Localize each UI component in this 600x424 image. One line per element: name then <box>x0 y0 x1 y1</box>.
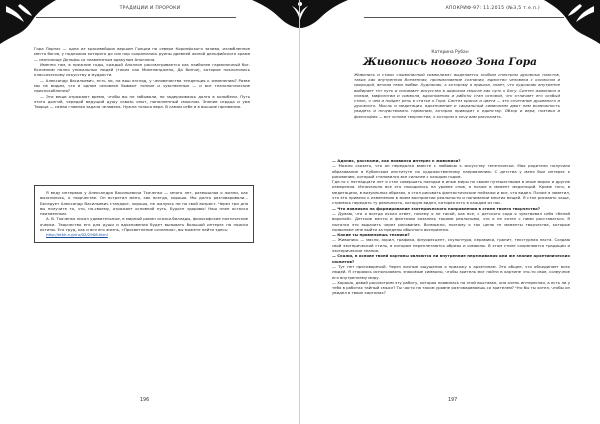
frame-paragraph: Я веду интервью у Александра Васильевича Ткаченко — много лет, размышляя о жизни, как выяснилось, о творчестве. Он встретил меня, как всегда, хорошо. Мы долго разговаривали... Беседует Александр Васильевич стандарт, хорошо, не жалуясь ни на свой возраст. Через три дня вы получите то, что, по-своему, отражает основной путь. Будьте здоровы! Наш план остался неизменным. <box>40 190 248 217</box>
left-paragraph: — Александр Васильевич, есть ли, на ваш взгляд, у человечества тенденция к изменению? Разве мы не видим, что в одном человеке бывают тонкие и чувственные — и все технологические приспособления? <box>34 77 250 94</box>
framed-note <box>34 185 254 243</box>
interview-answer: — Можно сказать, что он передался вместе с любовью к искусству генетически. Моя родители получили образование в Кубанском институте по художественному направлению. С детства у меня был интерес к рисованию, который становился все сильнее с каждым годом. <box>332 163 570 179</box>
article-title: Живопись нового Зона Гора <box>363 56 537 68</box>
frame-paragraph: А. В. Ткаченко писал удивительные, в мирный роман сказки-баллады, философские поэтические очерки. Творчество его для души и вдохновения будет вызывать большой интерес на поиски истины. Его труд, как и вся его жизнь, «Просветление сознания», вы можете найти здесь: <box>40 216 248 233</box>
article-author: Катерина Рубан <box>431 50 469 55</box>
left-paragraph: — Эти вещи отражают время, чтобы вы не забывали, но задерживаясь долго в колыбели. Путь этого долгий, чередой ведущий душу сквозь опыт, наполненный смыслом. Знание сердца и ума Творца — самая главная задача человека. Нужна только вера. В самом себе и в высшие призвания. <box>34 93 250 110</box>
left-paragraph: Гора Парнас — одна из красивейших вершин Греции на севере Коринфского залива, излюбленное место богов, у подножия которого до сих пор сохранились руины древней жилой дельфийского храма — святилище Дельфы со знаменитым оракулом Аполлона. <box>34 46 250 62</box>
interview-question: — Скажи, в основе твоей картины являются ли внутренние переживания или же знание архетипических сюжетов? <box>332 253 570 264</box>
interview-question: — Какие ты применяешь техники? <box>332 232 410 238</box>
interview-answer: — Живопись — масло, акрил, графика, флуоресцент, скульптура, керамика, гранит, текстурная паста. Создаю свой эзотерический стиль, в котором переплетаются образы и символы. В этом стиле сохраняются традиции и эзотерические знания. <box>332 237 570 254</box>
left-body-text <box>34 46 250 110</box>
header-rule-left <box>36 17 236 18</box>
page-number-left: 196 <box>140 398 150 403</box>
header-rule-right <box>364 17 564 18</box>
interview-answer: — Тут нет противоречий. Через личные ощущения я прихожу к архетипам. Это общее, что объединяет всех людей. Я стараюсь использовать знакомые символы, чтобы зритель мог найти в картине что-то свое, созвучное его внутреннему миру. <box>332 263 570 280</box>
interview-question: — Адонис, расскажи, как появился интерес к живописи? <box>332 158 461 163</box>
interview-question: — Что повлияло на формирование эзотерического направления в стиле твоего творчества? <box>332 205 540 211</box>
center-ornament-icon <box>252 0 348 28</box>
page-number-right: 197 <box>448 398 458 403</box>
left-paragraph: Именно там, в прежние годы, каждый Аполлон рассматривается как наиболее гармоничный бог. Вспомним полно уникальных людей (таких как Микеланджело, Да Винчи), которые поклонялись классическому искусству и мудрости. <box>34 61 250 78</box>
article-lead: Живопись и стихи «живописный символизм» выделяется особым спектром духовных пластов, таких как внутренняя Вселенная, проникновение сознания, единство человека с космосом и природой, вечная тема любви. Художник, к которому я пришла, знает, что художник внутренне выбирает тот путь и понимает искусство в широком смысле как путь к Богу. Синтез живописи и поэзии, мифологии и символа, вдохновения и работы стал основой, что отличает его особый стиль, о чем и пойдет речь в статье о Гора. Синтез красок и цвета — это сочетание душевного и духовного. Мысль и медитация, вдохновение и сакральный символизм дают нам возможность увидеть и почувствовать гармонию, которая приводит к единству. Обзор и вера, поэтика и философия — вот основа творчества, о котором я хочу вам рассказать. <box>354 72 560 119</box>
corner-ornament-right-icon <box>544 0 600 44</box>
right-body-text <box>332 158 570 296</box>
interview-answer: — Хорошо, давай рассмотрим эту работу, которая появилась на этой выставке, она очень интересная, а есть ли у тебя в работах тайный смысл? Ты часто на таком уровне разговариваешь со зрителем? Что бы ты хотел, чтобы он увидел в твоих картинах? <box>332 279 570 296</box>
running-head-left: ТРАДИЦИИ И ПРОРОКИ <box>119 6 181 11</box>
frame-link[interactable]: http://ktkh.ru/ziru/02/2908.html <box>46 232 108 238</box>
frame-link-line <box>40 232 248 237</box>
corner-ornament-left-icon <box>0 0 56 44</box>
interview-answer: — Думаю, что я всегда искал ответ, почему я не такой, как все, с детского сада я чувствовал себя «белой вороной». Детские мечты и фантазии казались такими реальными, что я не хотел с ними расставаться. Я пытался это выразить через рисование. Возможно, поэтому я так ценю те моменты творчества, которые позволяют мне выйти за пределы обычного восприятия. <box>332 210 570 232</box>
interview-answer: Где-то с пятнадцати лет я стал совершать поездки в иные миры по своим путешествиям в иные мирах и другие измерения. Изначально все это находилось на уровне снов, а позже в момент медитаций. Кроме того, в медитациях, в визуальных образах, я стал рисовать фантастические пейзажи и все, что видел. Позже я заметил, что это привело к изменению в моем восприятии реальности и понимании многих вещей. Я стал рисовать чаще, стремясь передать ту реальность, которую видел, которая есть в каждом из нас. <box>332 179 570 206</box>
running-head-right: АПОКРИФ-97: 11.2015 (№3,5 т.е.п.) <box>445 6 540 11</box>
